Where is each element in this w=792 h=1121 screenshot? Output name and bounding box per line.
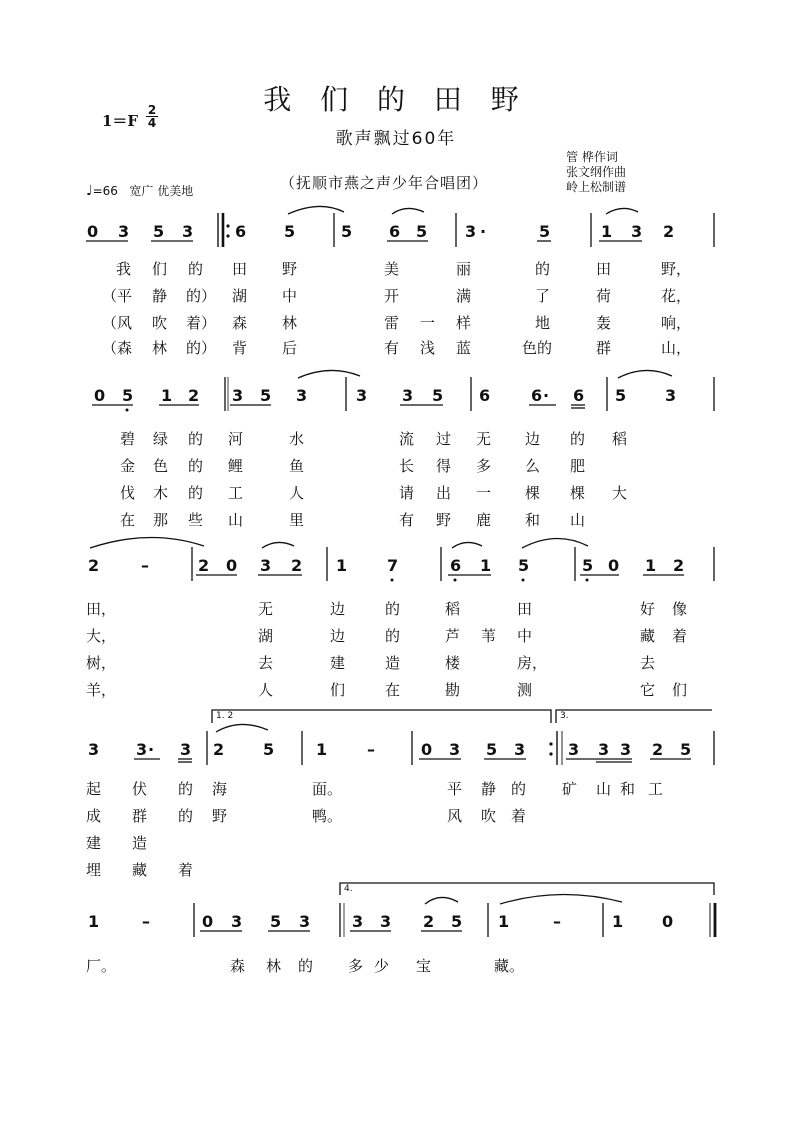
lyric: 去	[258, 654, 274, 672]
lyric: 绿	[153, 430, 169, 448]
lyric: 田	[517, 600, 533, 618]
lyric: 中	[517, 627, 533, 645]
composer: 张文纲作曲	[566, 165, 627, 179]
lyric: 好	[640, 600, 656, 618]
lyric: 在	[385, 681, 401, 699]
lyric: 成	[86, 807, 102, 825]
lyricist: 管 桦作词	[566, 150, 618, 164]
note: 6	[573, 386, 585, 405]
note: 3	[88, 740, 100, 759]
lyric: 人	[258, 681, 274, 699]
lyric: 少	[374, 957, 390, 975]
lyric: 野	[282, 260, 298, 278]
lyric: 野	[212, 807, 228, 825]
note: 3	[620, 740, 632, 759]
lyric: 一	[420, 314, 436, 332]
lyric: 田	[596, 260, 612, 278]
lyric: 在	[120, 511, 136, 529]
note: 5	[284, 222, 296, 241]
lyric: 着	[672, 627, 688, 645]
note: 5	[539, 222, 551, 241]
note: 3	[356, 386, 368, 405]
lyric: 的	[535, 260, 551, 278]
lyric: 藏	[640, 627, 656, 645]
lyric: 山	[596, 780, 612, 798]
lyric: 鸭。	[312, 807, 343, 825]
lyric: 色的	[522, 339, 553, 357]
lyric: 羊，	[86, 681, 117, 699]
note: 1	[480, 556, 492, 575]
bar-lines-system-3	[192, 547, 714, 581]
lyric: 建	[86, 834, 102, 852]
note: 3	[299, 912, 311, 931]
lyric: 勘	[445, 681, 461, 699]
lyric: 一	[476, 484, 492, 502]
lyric: 平	[447, 780, 463, 798]
lyric: 大	[612, 484, 628, 502]
bar-lines-system-5	[194, 903, 715, 937]
lyric: 里	[289, 511, 305, 529]
lyric: 荷	[596, 287, 612, 305]
note: 5	[680, 740, 692, 759]
lyric: 多	[348, 957, 364, 975]
lyric: 蓝	[456, 339, 472, 357]
lyric: 些	[188, 511, 204, 529]
beams-system-2	[92, 405, 585, 408]
bar-lines-system-4	[207, 731, 714, 765]
volta-4-label: 4.	[344, 884, 353, 894]
choir-name: （抚顺市燕之声少年合唱团）	[280, 174, 489, 192]
lyric: 碧	[120, 430, 136, 448]
lyric: 野	[436, 511, 452, 529]
lyric: 起	[86, 780, 102, 798]
lyric: 吹	[152, 314, 168, 332]
augmentation-dot: ·	[480, 222, 487, 241]
bar-lines-system-1	[218, 213, 714, 247]
note: 1	[612, 912, 624, 931]
lyric: 山	[570, 511, 586, 529]
lyric: 的	[570, 430, 586, 448]
note: 1	[316, 740, 328, 759]
note: 1	[645, 556, 657, 575]
lyric: 群	[596, 339, 612, 357]
note: 7	[387, 556, 399, 575]
note: 3	[665, 386, 677, 405]
lyric: 长	[399, 457, 415, 475]
lyric: 了	[535, 287, 551, 305]
lyric: 水	[289, 430, 305, 448]
lyric: 面。	[312, 780, 343, 798]
song-subtitle: 歌声飘过60年	[335, 129, 457, 149]
note: 5	[518, 556, 530, 575]
lyric: 无	[258, 600, 274, 618]
lyric: 中	[282, 287, 298, 305]
note: 3	[180, 740, 192, 759]
lyric: 田	[232, 260, 248, 278]
lyric: 造	[385, 654, 401, 672]
lyric: 多	[476, 457, 492, 475]
note: 1	[161, 386, 173, 405]
note: 0	[202, 912, 214, 931]
lyric: 鲤	[228, 457, 244, 475]
lyric: 边	[330, 627, 346, 645]
note: 2	[88, 556, 100, 575]
augmentation-dot: ·	[148, 740, 155, 759]
note: 0	[94, 386, 106, 405]
bar-lines-system-2	[225, 377, 714, 411]
note: 0	[421, 740, 433, 759]
lyric: 河	[228, 430, 244, 448]
slurs-system-3	[90, 537, 588, 548]
note: 5	[153, 222, 165, 241]
lyric: 工	[648, 780, 664, 798]
note: 3	[465, 222, 477, 241]
lyric: 出	[436, 484, 452, 502]
lyric: 去	[640, 654, 656, 672]
low-octave-dots-system-3	[391, 579, 589, 582]
lyric: 们	[152, 260, 168, 278]
lyric: 着	[178, 861, 194, 879]
lyric: 它	[640, 681, 656, 699]
lyric: 花，	[661, 287, 692, 305]
note: 1	[88, 912, 100, 931]
augmentation-dot: ·	[543, 386, 550, 405]
note: 5	[263, 740, 275, 759]
lyric: 伏	[132, 780, 148, 798]
lyric: 木	[153, 484, 169, 502]
lyric: 静	[481, 780, 497, 798]
lyric: 色	[153, 457, 169, 475]
note: 5	[341, 222, 353, 241]
song-title: 我 们 的 田 野	[263, 83, 529, 116]
lyric: 着	[511, 807, 527, 825]
lyric: 静	[152, 287, 168, 305]
lyric: 山，	[661, 339, 692, 357]
lyric: 边	[330, 600, 346, 618]
note: 5	[122, 386, 134, 405]
lyric: 的	[178, 780, 194, 798]
note: 1	[601, 222, 613, 241]
lyric: 埋	[86, 861, 102, 879]
lyric: 美	[384, 260, 400, 278]
lyric: 稻	[612, 430, 628, 448]
note: 0	[662, 912, 674, 931]
lyric: （森	[102, 339, 133, 357]
note: 0	[608, 556, 620, 575]
note: 6	[531, 386, 543, 405]
lyric: 的	[188, 484, 204, 502]
note: 2	[291, 556, 303, 575]
lyric: 轰	[596, 314, 612, 332]
note: 6	[389, 222, 401, 241]
lyric: 的）	[186, 339, 217, 357]
note: 5	[260, 386, 272, 405]
note: 5	[432, 386, 444, 405]
lyric: 的	[188, 260, 204, 278]
lyric: 样	[456, 314, 472, 332]
dash: –	[141, 556, 149, 575]
volta-3-label: 3.	[560, 711, 569, 721]
note: 5	[486, 740, 498, 759]
note: 5	[615, 386, 627, 405]
lyric: 湖	[258, 627, 274, 645]
lyric: （平	[102, 287, 133, 305]
lyric: 风	[447, 807, 463, 825]
note: 5	[582, 556, 594, 575]
low-octave-dots-system-2	[126, 409, 129, 412]
lyric: 群	[132, 807, 148, 825]
lyric: 山	[228, 511, 244, 529]
lyric: 大，	[86, 627, 117, 645]
note: 3	[232, 386, 244, 405]
note: 6	[479, 386, 491, 405]
note: 2	[673, 556, 685, 575]
lyric: 金	[120, 457, 136, 475]
lyric: 海	[212, 780, 228, 798]
lyric: 们	[330, 681, 346, 699]
note: 3	[568, 740, 580, 759]
time-signature-top: 2	[147, 103, 157, 117]
lyric: 吹	[481, 807, 497, 825]
note: 3	[352, 912, 364, 931]
repeat-dots	[226, 224, 229, 237]
lyric: 的	[385, 600, 401, 618]
lyric: 有	[384, 339, 400, 357]
lyric: 无	[476, 430, 492, 448]
note: 3	[231, 912, 243, 931]
dash: –	[553, 912, 561, 931]
lyric: 流	[399, 430, 415, 448]
note: 2	[652, 740, 664, 759]
lyric: 们	[672, 681, 688, 699]
quarter-note-icon: ♩	[86, 183, 93, 199]
volta-1-2-label: 1. 2	[216, 711, 234, 721]
lyric: 林	[152, 339, 168, 357]
lyric: 的	[188, 430, 204, 448]
lyric: 芦	[445, 627, 461, 645]
lyric: 稻	[445, 600, 461, 618]
note: 5	[451, 912, 463, 931]
lyric: 房，	[517, 654, 548, 672]
slurs-system-5	[425, 894, 622, 904]
slurs-system-2	[298, 370, 672, 378]
lyric: （风	[102, 314, 133, 332]
lyric: 棵	[570, 484, 586, 502]
note: 3	[118, 222, 130, 241]
note: 5	[270, 912, 282, 931]
lyric: 厂。	[86, 957, 117, 975]
lyric: 林	[266, 957, 282, 975]
lyric: 么	[525, 457, 541, 475]
lyric: 藏。	[494, 957, 525, 975]
lyric: 浅	[420, 339, 436, 357]
lyric: 人	[289, 484, 305, 502]
key-signature: 1＝F	[102, 112, 139, 130]
note: 3	[260, 556, 272, 575]
lyric: 和	[525, 511, 541, 529]
lyric: 苇	[481, 627, 497, 645]
lyric: 野，	[661, 260, 692, 278]
lyric: 有	[399, 511, 415, 529]
lyric: 的	[178, 807, 194, 825]
lyric: 响，	[661, 314, 692, 332]
dash: –	[142, 912, 150, 931]
note: 3	[182, 222, 194, 241]
lyric: 的	[188, 457, 204, 475]
lyric: 鹿	[476, 511, 492, 529]
lyric: 的	[511, 780, 527, 798]
lyric: 的）	[186, 287, 217, 305]
lyric: 丽	[456, 260, 472, 278]
note: 3	[449, 740, 461, 759]
lyric: 森	[230, 957, 246, 975]
lyric: 背	[232, 339, 248, 357]
lyric: 的	[385, 627, 401, 645]
lyric: 那	[153, 511, 169, 529]
volta-bracket-system-5	[340, 883, 714, 895]
note: 3	[136, 740, 148, 759]
slurs-system-1	[288, 206, 638, 214]
note: 2	[188, 386, 200, 405]
lyric: 工	[228, 484, 244, 502]
note: 0	[226, 556, 238, 575]
note: 3	[380, 912, 392, 931]
arranger: 岭上松制谱	[566, 180, 627, 194]
lyric: 楼	[445, 654, 461, 672]
lyric: 森	[232, 314, 248, 332]
lyric: 林	[282, 314, 298, 332]
volta-brackets-system-4	[212, 710, 712, 723]
slurs-system-4	[216, 724, 268, 732]
note: 3	[402, 386, 414, 405]
lyric: 肥	[570, 457, 586, 475]
repeat-dots-end	[549, 742, 552, 755]
lyric: 宝	[416, 957, 432, 975]
note: 3	[631, 222, 643, 241]
lyric: 请	[399, 484, 415, 502]
lyric: 我	[116, 260, 132, 278]
lyric: 边	[525, 430, 541, 448]
note: 2	[213, 740, 225, 759]
lyric: 造	[132, 834, 148, 852]
lyric: 测	[517, 681, 533, 699]
lyric: 着）	[186, 314, 217, 332]
tempo-text: 宽广 优美地	[129, 184, 194, 198]
time-signature-bottom: 4	[147, 116, 157, 130]
note: 3	[598, 740, 610, 759]
dash: –	[367, 740, 375, 759]
lyric: 像	[672, 600, 688, 618]
note: 3	[296, 386, 308, 405]
lyric: 伐	[120, 484, 136, 502]
lyric: 过	[436, 430, 452, 448]
lyric: 矿	[562, 780, 578, 798]
lyric: 湖	[232, 287, 248, 305]
note: 6	[235, 222, 247, 241]
tempo-value: =66	[92, 184, 118, 198]
note: 6	[450, 556, 462, 575]
note: 2	[198, 556, 210, 575]
lyric: 田，	[86, 600, 117, 618]
note: 5	[416, 222, 428, 241]
note: 2	[663, 222, 675, 241]
lyric: 藏	[132, 861, 148, 879]
lyric: 和	[620, 780, 636, 798]
note: 1	[498, 912, 510, 931]
lyric: 地	[535, 314, 551, 332]
note: 2	[423, 912, 435, 931]
lyric: 鱼	[289, 457, 305, 475]
note: 0	[87, 222, 99, 241]
lyric: 树，	[86, 654, 117, 672]
lyric: 棵	[525, 484, 541, 502]
lyric: 开	[384, 287, 400, 305]
lyric: 雷	[384, 314, 400, 332]
lyric: 满	[456, 287, 472, 305]
lyric: 建	[330, 654, 346, 672]
note: 3	[514, 740, 526, 759]
lyric: 的	[298, 957, 314, 975]
note: 1	[336, 556, 348, 575]
lyric: 后	[282, 339, 298, 357]
lyric: 得	[436, 457, 452, 475]
